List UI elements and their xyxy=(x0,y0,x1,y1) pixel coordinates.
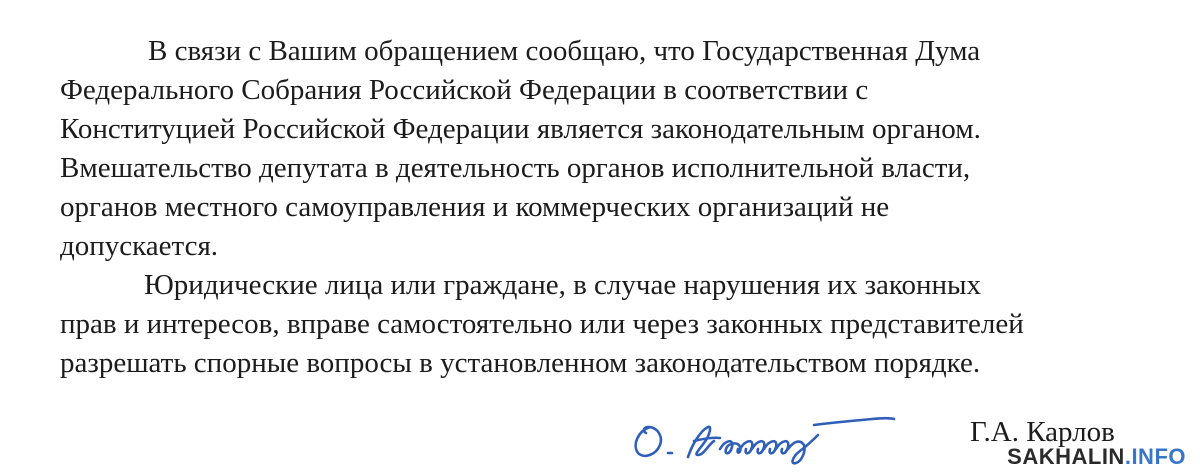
site-watermark xyxy=(1007,444,1186,470)
watermark-part-2: .INFO xyxy=(1124,444,1186,469)
signer-name: Г.А. Карлов xyxy=(970,416,1115,448)
paragraph-line: допускается. xyxy=(60,230,219,262)
paragraph-reply xyxy=(60,32,1150,266)
paragraph-line: органов местного самоуправления и коммерческих организаций не xyxy=(60,191,890,223)
paragraph-line: Вмешательство депутата в деятельность органов исполнительной власти, xyxy=(60,152,971,184)
paragraph-line: разрешать спорные вопросы в установленном законодательством порядке. xyxy=(60,347,981,379)
paragraph-rights xyxy=(60,266,1150,383)
paragraph-line: В связи с Вашим обращением сообщаю, что Государственная Дума xyxy=(148,35,981,67)
paragraph-line: Конституцией Российской Федерации является законодательным органом. xyxy=(60,113,981,145)
letter-body xyxy=(60,32,1150,383)
paragraph-line: Юридические лица или граждане, в случае нарушения их законных xyxy=(144,269,982,301)
paragraph-line: прав и интересов, вправе самостоятельно или через законных представителей xyxy=(60,308,1024,340)
handwritten-signature xyxy=(628,405,898,467)
watermark-part-1: SAKHALIN xyxy=(1007,444,1125,469)
paragraph-line: Федерального Собрания Российской Федерации в соответствии с xyxy=(60,74,869,106)
